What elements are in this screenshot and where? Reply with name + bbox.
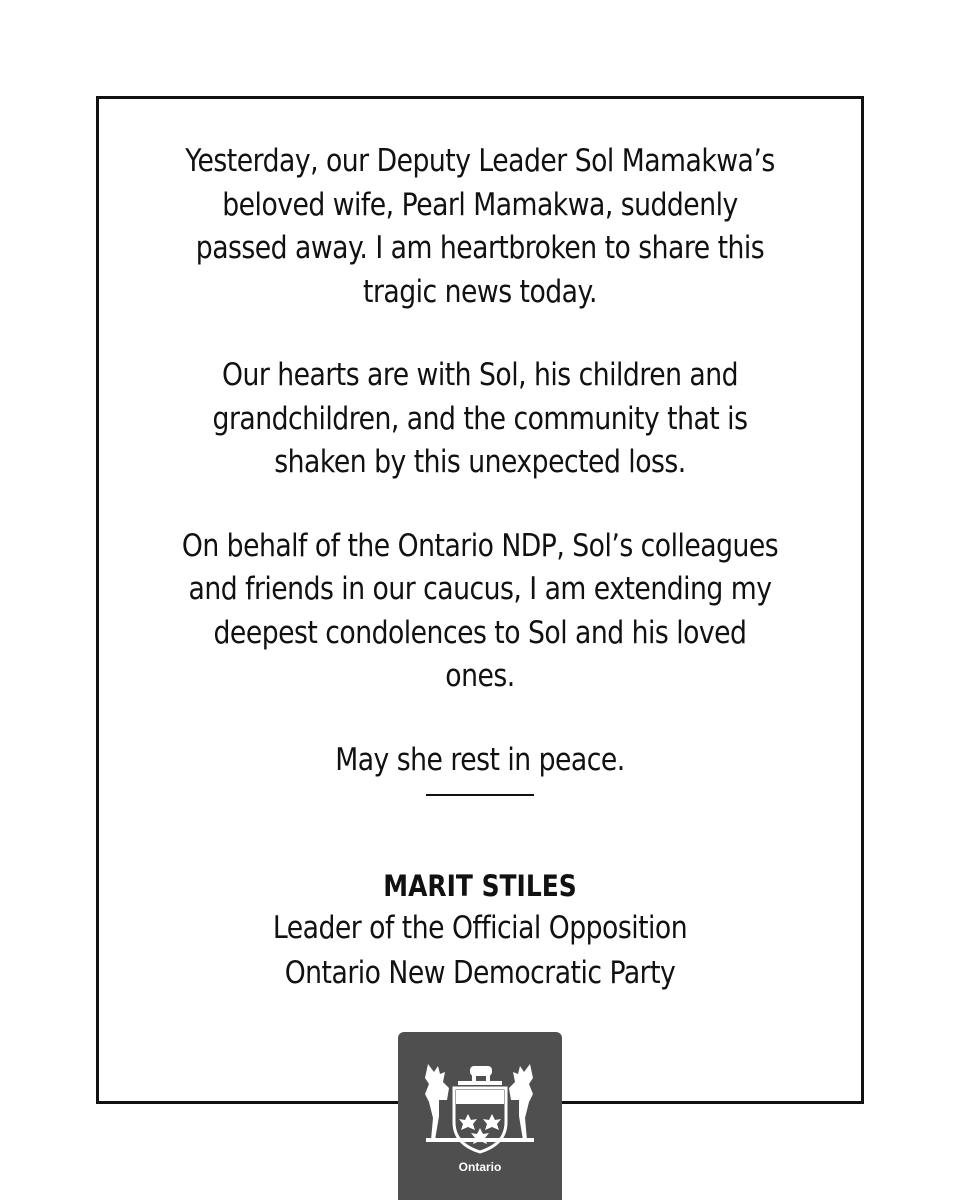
paragraph-line: tragic news today. <box>363 273 597 310</box>
signature-title: Leader of the Official Opposition <box>272 910 688 946</box>
signature-block <box>130 866 830 996</box>
signature-name: MARIT STILES <box>383 869 577 903</box>
divider-line <box>426 794 534 796</box>
paragraph-line: and friends in our caucus, I am extending my <box>188 571 772 607</box>
paragraph-line: Our hearts are with Sol, his children and <box>221 357 739 393</box>
paragraph <box>179 739 781 783</box>
signature-party: Ontario New Democratic Party <box>284 955 676 991</box>
paragraph <box>179 140 781 314</box>
paragraph-line: deepest condolences to Sol and his loved <box>213 614 747 651</box>
paragraph-line: ones. <box>445 658 515 694</box>
paragraph-line: May she rest in peace. <box>335 741 625 778</box>
paragraph <box>179 525 781 699</box>
paragraph-line: shaken by this unexpected loss. <box>274 444 686 480</box>
paragraph-line: On behalf of the Ontario NDP, Sol’s colleagues <box>181 527 779 564</box>
ontario-wordmark: Ontario <box>458 1160 502 1174</box>
paragraph <box>179 354 781 485</box>
paragraph-line: grandchildren, and the community that is <box>212 400 748 437</box>
statement-body <box>130 140 830 996</box>
ontario-coat-of-arms-icon <box>398 1032 562 1200</box>
paragraph-line: Yesterday, our Deputy Leader Sol Mamakwa’s <box>185 143 775 179</box>
paragraph-line: passed away. I am heartbroken to share this <box>195 230 765 266</box>
ontario-logo <box>398 1032 562 1200</box>
paragraph-line: beloved wife, Pearl Mamakwa, suddenly <box>222 186 738 223</box>
